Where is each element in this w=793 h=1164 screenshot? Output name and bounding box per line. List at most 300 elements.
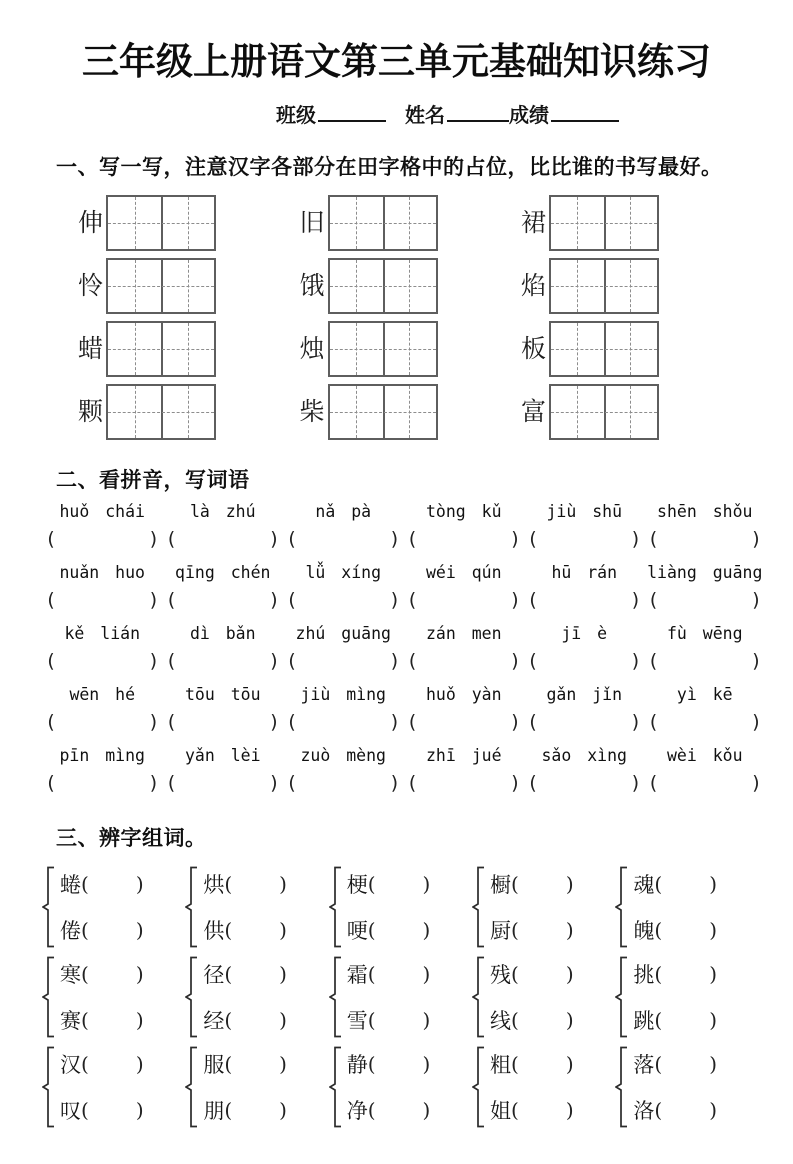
pair-character: 哽: [346, 918, 368, 943]
horizontal-dashed-line: [108, 349, 214, 350]
pinyin-slot: [404, 502, 525, 554]
open-paren: (: [45, 771, 57, 794]
horizontal-dashed-line: [108, 286, 214, 287]
pair-line: [633, 913, 717, 947]
character-label: 饿: [299, 271, 325, 301]
pair-character: 雪: [346, 1008, 368, 1033]
character-label: 富: [520, 397, 546, 427]
pinyin-word: kě lián: [64, 623, 141, 643]
brace-icon: [329, 866, 343, 948]
brace-icon: [615, 1046, 629, 1128]
pair-lines: [633, 1047, 717, 1127]
horizontal-dashed-line: [330, 412, 436, 413]
answer-blank-parens: [404, 650, 525, 676]
pair-group: [329, 956, 431, 1038]
close-paren: ): [422, 1007, 431, 1032]
pinyin-slot: [645, 746, 766, 798]
pair-lines: [203, 957, 287, 1037]
pair-character: 静: [346, 1052, 368, 1077]
open-paren: (: [165, 771, 177, 794]
brace-icon: [472, 1046, 486, 1128]
close-paren: ): [565, 917, 574, 942]
close-paren: ): [509, 588, 521, 611]
answer-blank-parens: [524, 711, 645, 737]
answer-blank-parens: [645, 589, 766, 615]
close-paren: ): [565, 961, 574, 986]
close-paren: ): [750, 710, 762, 733]
open-paren: (: [406, 527, 418, 550]
tianzige-item: [78, 321, 216, 377]
close-paren: ): [709, 871, 717, 896]
pinyin-slot: [42, 502, 163, 554]
pinyin-slot: [524, 624, 645, 676]
pair-group: [42, 1046, 144, 1128]
pinyin-slot: [283, 685, 404, 737]
vertical-dashed-line: [188, 323, 189, 375]
pair-group: [615, 866, 717, 948]
close-paren: ): [630, 649, 642, 672]
horizontal-dashed-line: [330, 223, 436, 224]
open-paren: (: [654, 1051, 663, 1076]
answer-blank-parens: [645, 711, 766, 737]
pair-line: [633, 867, 717, 901]
open-paren: (: [647, 710, 659, 733]
answer-blank-parens: [42, 589, 163, 615]
pinyin-slot: [645, 685, 766, 737]
close-paren: ): [135, 961, 144, 986]
pinyin-word: hū rán: [551, 562, 618, 582]
answer-blank-parens: [524, 589, 645, 615]
close-paren: ): [565, 871, 574, 896]
answer-blank-parens: [283, 772, 404, 798]
vertical-dashed-line: [577, 260, 578, 312]
pinyin-slot: [163, 563, 284, 615]
open-paren: (: [224, 1051, 233, 1076]
close-paren: ): [709, 1007, 717, 1032]
character-label: 裙: [520, 208, 546, 238]
close-paren: ): [268, 649, 280, 672]
pair-character: 魄: [633, 918, 655, 943]
pair-lines: [490, 1047, 574, 1127]
open-paren: (: [45, 710, 57, 733]
vertical-dashed-line: [577, 197, 578, 249]
close-paren: ): [148, 527, 160, 550]
tianzige-box: [549, 384, 659, 440]
brace-icon: [185, 1046, 199, 1128]
pinyin-slot: [42, 685, 163, 737]
close-paren: ): [422, 917, 431, 942]
open-paren: (: [527, 527, 539, 550]
pinyin-slot: [283, 624, 404, 676]
pair-character: 线: [490, 1008, 512, 1033]
score-blank-line: [551, 103, 619, 122]
pair-row: [42, 866, 717, 948]
open-paren: (: [165, 710, 177, 733]
tianzige-box: [328, 195, 438, 251]
open-paren: (: [654, 1097, 663, 1122]
vertical-dashed-line: [356, 260, 357, 312]
horizontal-dashed-line: [551, 223, 657, 224]
open-paren: (: [224, 917, 233, 942]
open-paren: (: [406, 771, 418, 794]
tianzige-item: [521, 384, 659, 440]
open-paren: (: [527, 588, 539, 611]
pinyin-word: gǎn jǐn: [546, 684, 623, 704]
character-label: 板: [520, 334, 546, 364]
open-paren: (: [647, 527, 659, 550]
answer-blank-parens: [283, 711, 404, 737]
pair-line: [347, 1003, 431, 1037]
answer-blank-parens: [42, 772, 163, 798]
open-paren: (: [654, 917, 663, 942]
pinyin-row: [42, 746, 765, 798]
pair-lines: [60, 1047, 144, 1127]
close-paren: ): [709, 961, 717, 986]
vertical-dashed-line: [188, 260, 189, 312]
open-paren: (: [511, 961, 519, 986]
character-label: 焰: [520, 271, 546, 301]
character-label: 伸: [78, 208, 104, 238]
pinyin-word: pīn mìng: [59, 745, 145, 765]
pair-lines: [203, 1047, 287, 1127]
close-paren: ): [509, 710, 521, 733]
vertical-dashed-line: [409, 323, 410, 375]
pinyin-word: zuò mèng: [300, 745, 386, 765]
pinyin-rows: [0, 502, 793, 798]
answer-blank-parens: [163, 772, 284, 798]
brace-icon: [185, 866, 199, 948]
answer-blank-parens: [645, 772, 766, 798]
open-paren: (: [45, 588, 57, 611]
pair-line: [490, 957, 574, 991]
pinyin-row: [42, 502, 765, 554]
pair-group: [329, 1046, 431, 1128]
horizontal-dashed-line: [330, 349, 436, 350]
character-label: 颗: [78, 397, 104, 427]
pinyin-word: wéi qún: [425, 562, 502, 582]
open-paren: (: [406, 649, 418, 672]
pair-character: 经: [203, 1008, 225, 1033]
pinyin-word: zán men: [425, 623, 502, 643]
open-paren: (: [45, 527, 57, 550]
brace-icon: [615, 866, 629, 948]
pinyin-slot: [163, 746, 284, 798]
close-paren: ): [279, 1007, 287, 1032]
character-label: 旧: [299, 208, 325, 238]
open-paren: (: [647, 771, 659, 794]
close-paren: ): [389, 527, 401, 550]
open-paren: (: [527, 771, 539, 794]
close-paren: ): [709, 1097, 717, 1122]
pair-character: 烘: [203, 872, 225, 897]
open-paren: (: [654, 871, 663, 896]
open-paren: (: [286, 649, 298, 672]
tianzige-item: [299, 384, 437, 440]
pinyin-slot: [283, 746, 404, 798]
character-label: 烛: [299, 334, 325, 364]
tianzige-item: [521, 258, 659, 314]
class-blank-line: [318, 103, 386, 122]
answer-blank-parens: [283, 528, 404, 554]
close-paren: ): [135, 871, 144, 896]
answer-blank-parens: [163, 528, 284, 554]
tianzige-box: [549, 195, 659, 251]
close-paren: ): [279, 1097, 287, 1122]
close-paren: ): [509, 527, 521, 550]
close-paren: ): [279, 917, 287, 942]
tianzige-grid-area: [78, 195, 659, 440]
pair-character: 粗: [490, 1052, 512, 1077]
open-paren: (: [654, 1007, 663, 1032]
pair-line: [490, 1047, 574, 1081]
open-paren: (: [286, 771, 298, 794]
pinyin-word: huǒ yàn: [425, 684, 502, 704]
pair-character: 蜷: [60, 872, 81, 897]
open-paren: (: [367, 871, 376, 896]
vertical-dashed-line: [409, 386, 410, 438]
open-paren: (: [511, 1007, 519, 1032]
open-paren: (: [81, 871, 89, 896]
close-paren: ): [709, 917, 717, 942]
answer-blank-parens: [524, 772, 645, 798]
tianzige-box: [549, 258, 659, 314]
close-paren: ): [709, 1051, 717, 1076]
answer-blank-parens: [163, 589, 284, 615]
close-paren: ): [135, 1097, 144, 1122]
answer-blank-parens: [42, 650, 163, 676]
character-label: 怜: [78, 271, 104, 301]
close-paren: ): [509, 649, 521, 672]
tianzige-box: [328, 258, 438, 314]
close-paren: ): [630, 710, 642, 733]
pinyin-slot: [404, 746, 525, 798]
tianzige-item: [299, 195, 437, 251]
open-paren: (: [165, 588, 177, 611]
vertical-dashed-line: [630, 260, 631, 312]
pair-line: [633, 1047, 717, 1081]
vertical-dashed-line: [577, 386, 578, 438]
vertical-dashed-line: [356, 386, 357, 438]
pinyin-word: lǚ xíng: [305, 562, 382, 582]
close-paren: ): [279, 871, 287, 896]
open-paren: (: [286, 588, 298, 611]
page-title: 三年级上册语文第三单元基础知识练习: [82, 41, 711, 82]
pair-row: [42, 956, 717, 1038]
close-paren: ): [389, 649, 401, 672]
horizontal-dashed-line: [330, 286, 436, 287]
vertical-dashed-line: [409, 197, 410, 249]
pair-group: [472, 1046, 574, 1128]
section2-heading: 二、看拼音，写词语: [56, 468, 250, 492]
pinyin-word: jī è: [561, 623, 608, 643]
pair-line: [203, 913, 287, 947]
pinyin-slot: [42, 624, 163, 676]
pair-lines: [490, 957, 574, 1037]
close-paren: ): [148, 588, 160, 611]
brace-icon: [472, 956, 486, 1038]
pair-group: [472, 866, 574, 948]
open-paren: (: [511, 1051, 519, 1076]
answer-blank-parens: [42, 711, 163, 737]
pinyin-word: nǎ pà: [315, 501, 372, 521]
pair-group: [42, 866, 144, 948]
open-paren: (: [81, 1051, 89, 1076]
pinyin-word: nuǎn huo: [59, 562, 145, 582]
open-paren: (: [224, 1007, 233, 1032]
pair-group: [472, 956, 574, 1038]
close-paren: ): [630, 771, 642, 794]
vertical-dashed-line: [135, 197, 136, 249]
pair-line: [60, 913, 144, 947]
open-paren: (: [367, 1051, 376, 1076]
pinyin-slot: [42, 746, 163, 798]
open-paren: (: [81, 1097, 89, 1122]
pair-line: [490, 913, 574, 947]
pair-character: 倦: [60, 918, 81, 943]
open-paren: (: [224, 871, 233, 896]
answer-blank-parens: [404, 589, 525, 615]
pair-group: [615, 956, 717, 1038]
vertical-dashed-line: [135, 323, 136, 375]
open-paren: (: [647, 588, 659, 611]
class-label: 班级: [276, 102, 316, 127]
horizontal-dashed-line: [551, 349, 657, 350]
pinyin-word: fù wēng: [666, 623, 743, 643]
open-paren: (: [81, 917, 89, 942]
close-paren: ): [750, 771, 762, 794]
pinyin-word: wèi kǒu: [666, 745, 743, 765]
pinyin-slot: [283, 502, 404, 554]
tianzige-item: [521, 195, 659, 251]
answer-blank-parens: [404, 528, 525, 554]
open-paren: (: [45, 649, 57, 672]
vertical-dashed-line: [356, 197, 357, 249]
pinyin-row: [42, 685, 765, 737]
pinyin-slot: [42, 563, 163, 615]
score-label: 成绩: [508, 102, 549, 127]
pair-row: [42, 1046, 717, 1128]
brace-icon: [472, 866, 486, 948]
pinyin-slot: [163, 685, 284, 737]
pair-line: [60, 957, 144, 991]
pinyin-slot: [524, 685, 645, 737]
pair-character: 残: [490, 962, 512, 987]
pinyin-word: shēn shǒu: [657, 501, 753, 521]
close-paren: ): [422, 1051, 431, 1076]
close-paren: ): [148, 649, 160, 672]
close-paren: ): [135, 1051, 144, 1076]
pinyin-slot: [645, 624, 766, 676]
pair-line: [347, 957, 431, 991]
vertical-dashed-line: [409, 260, 410, 312]
pair-line: [347, 867, 431, 901]
close-paren: ): [148, 771, 160, 794]
open-paren: (: [367, 961, 376, 986]
open-paren: (: [224, 1097, 233, 1122]
pair-group: [185, 956, 287, 1038]
pinyin-word: jiù shū: [546, 501, 623, 521]
close-paren: ): [135, 917, 144, 942]
close-paren: ): [422, 961, 431, 986]
tianzige-item: [521, 321, 659, 377]
close-paren: ): [268, 527, 280, 550]
worksheet-page: [0, 42, 793, 1128]
pair-character: 净: [346, 1098, 368, 1123]
horizontal-dashed-line: [551, 286, 657, 287]
close-paren: ): [422, 871, 431, 896]
pair-line: [203, 867, 287, 901]
pair-group: [615, 1046, 717, 1128]
pair-character: 赛: [60, 1008, 81, 1033]
pair-character: 落: [633, 1052, 655, 1077]
pair-line: [633, 1003, 717, 1037]
open-paren: (: [511, 871, 519, 896]
pair-character: 霜: [346, 962, 368, 987]
pair-line: [60, 1003, 144, 1037]
pair-character: 径: [203, 962, 225, 987]
close-paren: ): [422, 1097, 431, 1122]
pinyin-slot: [283, 563, 404, 615]
pair-line: [60, 867, 144, 901]
answer-blank-parens: [283, 589, 404, 615]
open-paren: (: [81, 1007, 89, 1032]
answer-blank-parens: [163, 650, 284, 676]
vertical-dashed-line: [356, 323, 357, 375]
close-paren: ): [750, 649, 762, 672]
close-paren: ): [389, 710, 401, 733]
pair-group: [185, 1046, 287, 1128]
brace-icon: [185, 956, 199, 1038]
section3-heading: 三、辨字组词。: [56, 826, 207, 850]
pair-line: [490, 867, 574, 901]
open-paren: (: [527, 710, 539, 733]
pair-lines: [347, 867, 431, 947]
pair-lines: [60, 867, 144, 947]
open-paren: (: [224, 961, 233, 986]
close-paren: ): [509, 771, 521, 794]
horizontal-dashed-line: [108, 223, 214, 224]
pair-lines: [347, 957, 431, 1037]
roster-line: [276, 99, 793, 127]
tianzige-box: [106, 321, 216, 377]
tianzige-box: [106, 384, 216, 440]
pair-character: 洛: [633, 1098, 655, 1123]
pinyin-word: yì kē: [676, 684, 733, 704]
answer-blank-parens: [645, 528, 766, 554]
open-paren: (: [367, 917, 376, 942]
pinyin-row: [42, 563, 765, 615]
pair-character: 跳: [633, 1008, 655, 1033]
answer-blank-parens: [404, 711, 525, 737]
pinyin-word: wēn hé: [69, 684, 136, 704]
pair-lines: [633, 957, 717, 1037]
tianzige-box: [106, 195, 216, 251]
tianzige-item: [78, 195, 216, 251]
close-paren: ): [565, 1007, 574, 1032]
pair-character: 汉: [60, 1052, 81, 1077]
pinyin-slot: [404, 685, 525, 737]
pinyin-word: zhú guāng: [295, 623, 391, 643]
open-paren: (: [511, 917, 519, 942]
pair-character: 姐: [490, 1098, 512, 1123]
pinyin-slot: [524, 502, 645, 554]
pinyin-slot: [404, 624, 525, 676]
pinyin-word: jiù mìng: [300, 684, 386, 704]
tianzige-box: [328, 321, 438, 377]
pair-line: [203, 1003, 287, 1037]
close-paren: ): [135, 1007, 144, 1032]
pinyin-word: tōu tōu: [184, 684, 261, 704]
